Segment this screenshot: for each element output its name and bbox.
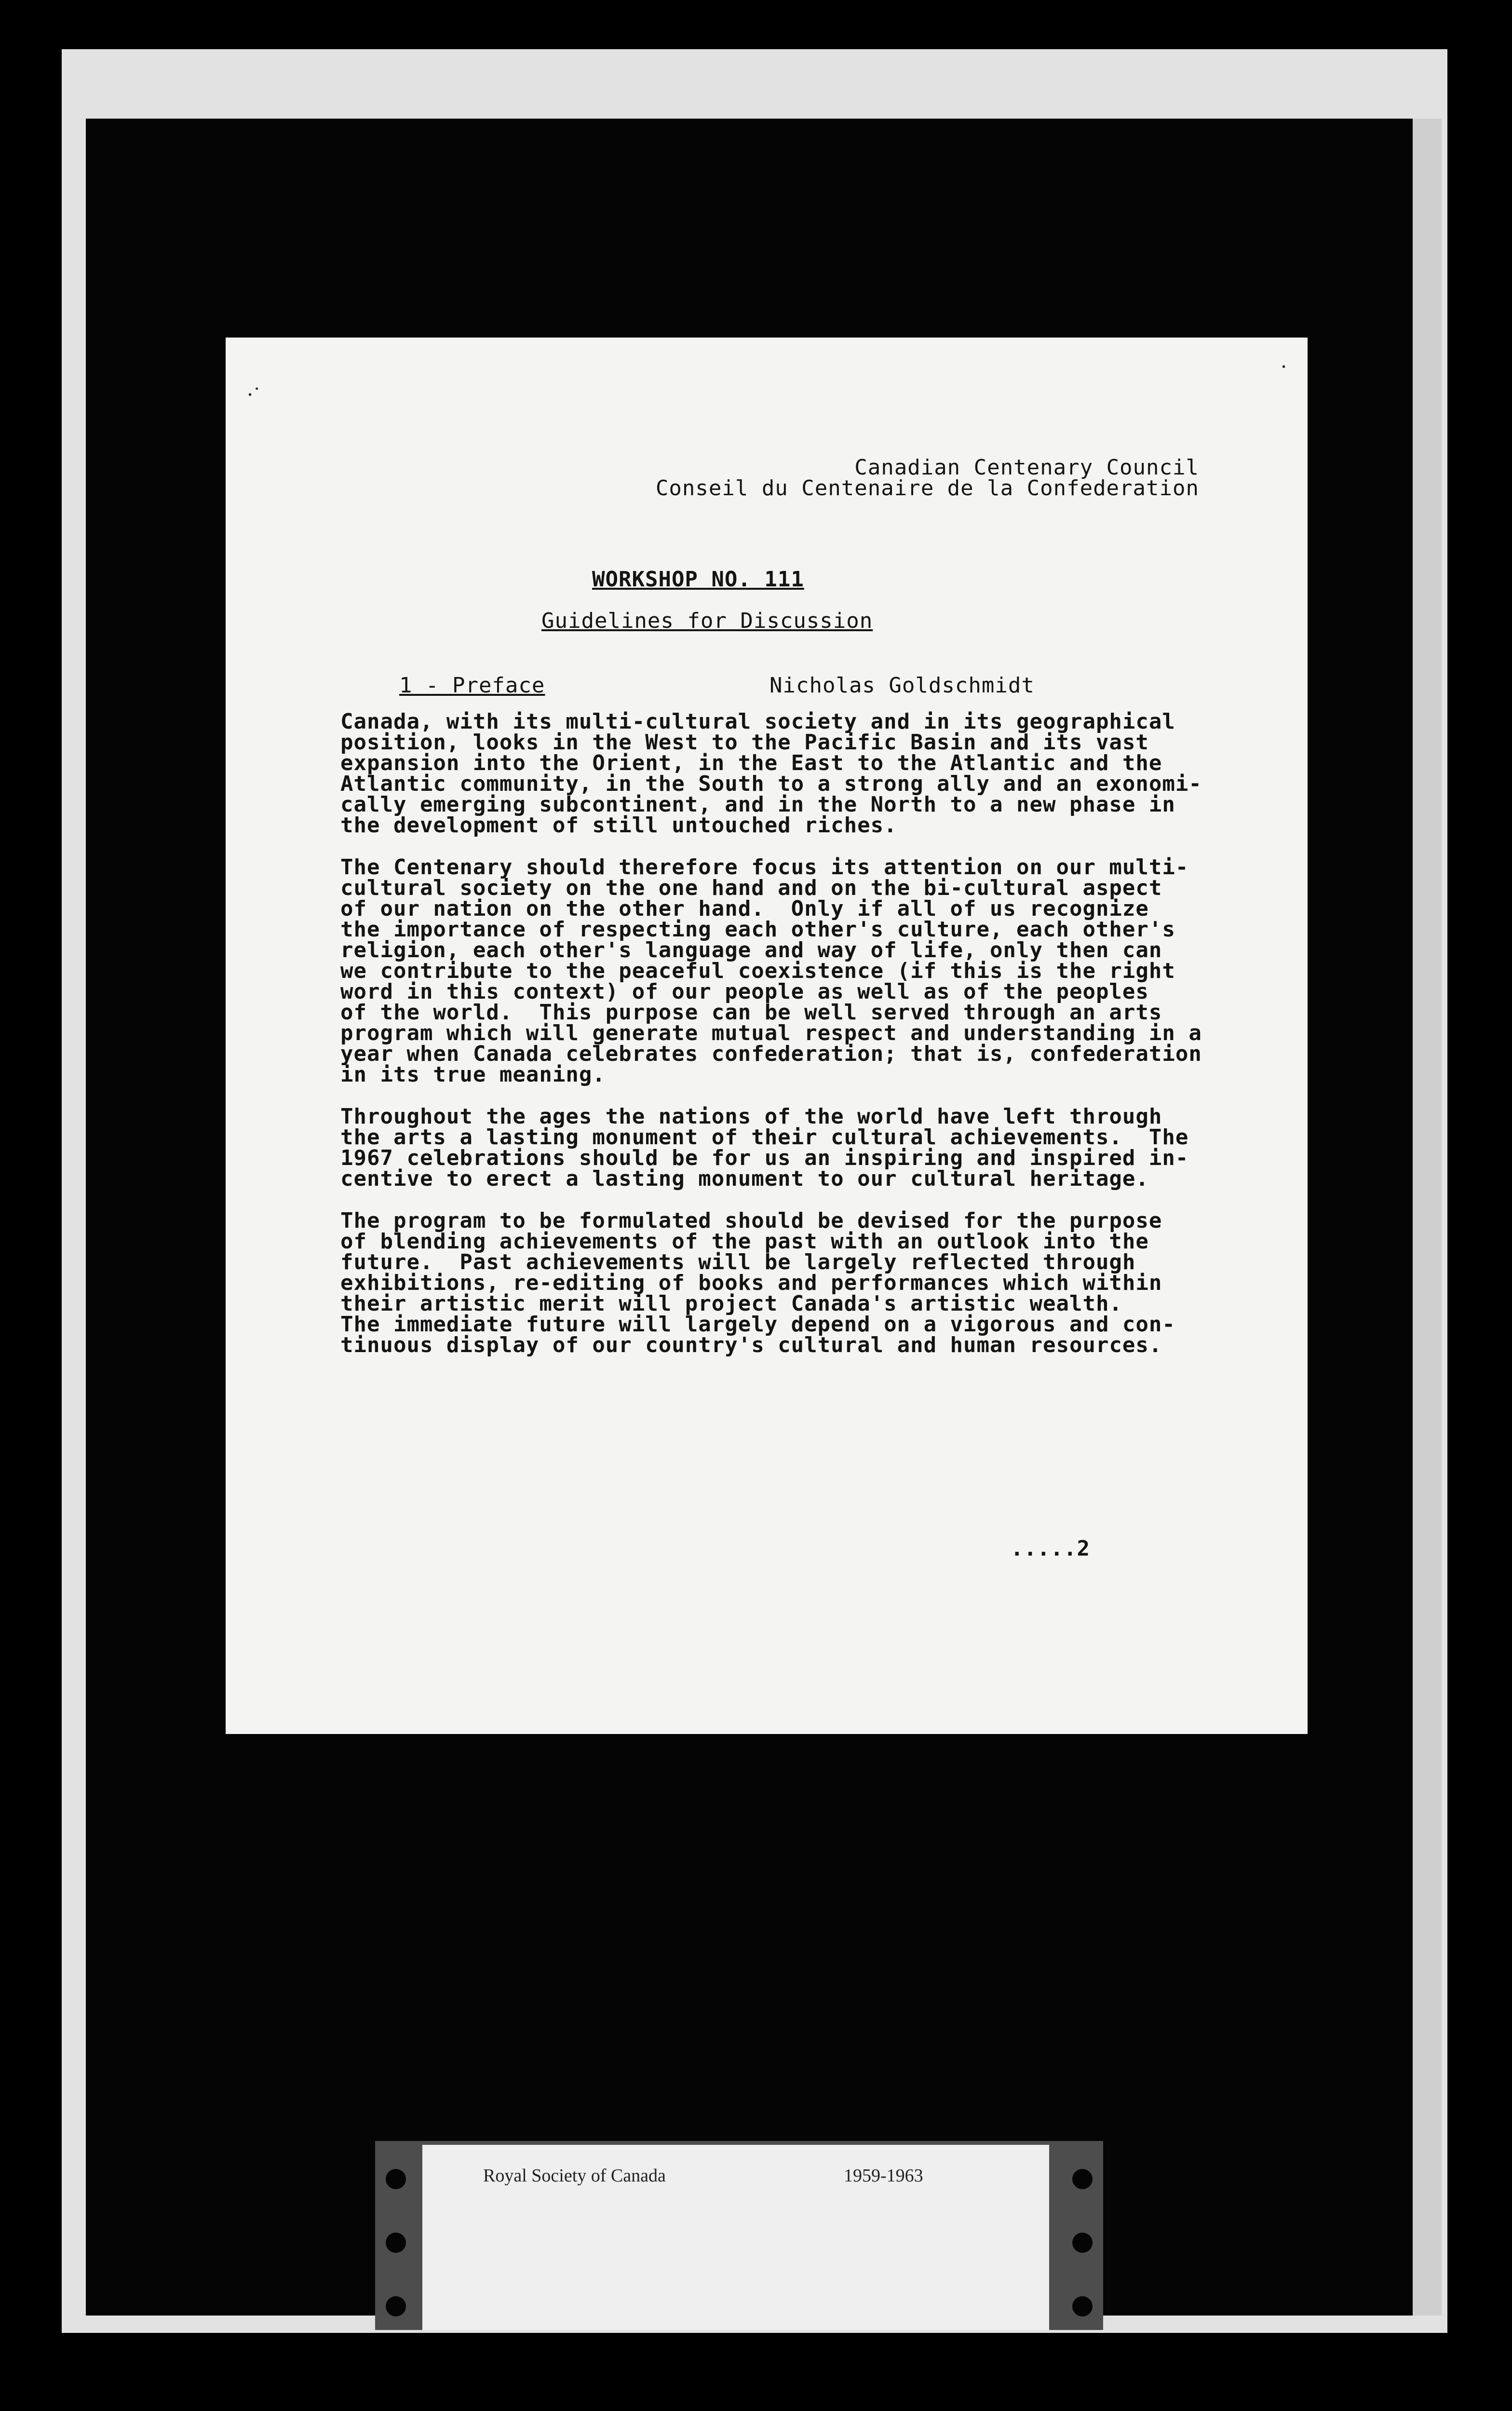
punch-hole bbox=[1072, 2233, 1093, 2253]
text-line: of the world. This purpose can be well served through an arts bbox=[340, 1000, 1162, 1025]
letterhead-line-english: Canadian Centenary Council bbox=[854, 455, 1199, 480]
film-edge-strip bbox=[1413, 119, 1442, 2316]
body-text bbox=[340, 711, 1256, 1377]
text-line: centive to erect a lasting monument to our cultural heritage. bbox=[340, 1166, 1149, 1191]
text-line: we contribute to the peaceful coexistence (if this is the right bbox=[340, 959, 1175, 983]
punch-hole bbox=[1072, 2296, 1093, 2316]
punch-hole bbox=[1072, 2169, 1093, 2189]
text-line: in its true meaning. bbox=[340, 1062, 606, 1087]
paragraph-3 bbox=[340, 1106, 1256, 1189]
text-line: future. Past achievements will be largely reflected through bbox=[340, 1250, 1136, 1274]
text-line: 1967 celebrations should be for us an inspiring and inspired in- bbox=[340, 1146, 1189, 1170]
document-page bbox=[226, 338, 1308, 1734]
text-line: exhibitions, re-editing of books and performances which within bbox=[340, 1271, 1162, 1295]
ink-speck: ⸱ bbox=[1282, 357, 1287, 377]
paragraph-2 bbox=[340, 857, 1256, 1085]
text-line: Atlantic community, in the South to a strong ally and an exonomi- bbox=[340, 772, 1202, 796]
text-line: The immediate future will largely depend on a vigorous and con- bbox=[340, 1312, 1175, 1337]
text-line: the arts a lasting monument of their cultural achievements. The bbox=[340, 1125, 1189, 1150]
text-line: year when Canada celebrates confederation; that is, confederation bbox=[340, 1042, 1202, 1066]
punch-hole bbox=[386, 2169, 406, 2189]
author-name: Nicholas Goldschmidt bbox=[770, 673, 1035, 698]
text-line: position, looks in the West to the Pacific Basin and its vast bbox=[340, 730, 1149, 755]
ink-speck: ⸱˙ bbox=[248, 385, 262, 405]
text-line: program which will generate mutual respect and understanding in a bbox=[340, 1021, 1202, 1045]
collection-years: 1959-1963 bbox=[844, 2166, 923, 2186]
punch-hole bbox=[386, 2296, 406, 2316]
text-line: the importance of respecting each other's culture, each other's bbox=[340, 917, 1175, 942]
paragraph-1 bbox=[340, 711, 1256, 836]
page-continuation: .....2 bbox=[1011, 1536, 1090, 1561]
archive-label bbox=[422, 2145, 1049, 2330]
text-line: their artistic merit will project Canada's artistic wealth. bbox=[340, 1291, 1122, 1316]
punch-hole bbox=[386, 2233, 406, 2253]
paragraph-4 bbox=[340, 1210, 1256, 1355]
text-line: the development of still untouched riches. bbox=[340, 813, 897, 838]
collection-name: Royal Society of Canada bbox=[483, 2166, 666, 2186]
document-title: WORKSHOP NO. 111 bbox=[592, 567, 804, 592]
text-line: The Centenary should therefore focus its attention on our multi- bbox=[340, 855, 1189, 880]
text-line: Throughout the ages the nations of the world have left through bbox=[340, 1104, 1162, 1129]
text-line: of our nation on the other hand. Only if all of us recognize bbox=[340, 896, 1149, 921]
letterhead-line-french: Conseil du Centenaire de la Confederation bbox=[655, 476, 1199, 501]
text-line: cultural society on the one hand and on the bi-cultural aspect bbox=[340, 876, 1162, 900]
text-line: expansion into the Orient, in the East to the Atlantic and the bbox=[340, 751, 1162, 775]
text-line: tinuous display of our country's cultural and human resources. bbox=[340, 1333, 1162, 1357]
section-heading: 1 - Preface bbox=[399, 673, 545, 698]
text-line: of blending achievements of the past with an outlook into the bbox=[340, 1229, 1149, 1254]
archive-label-card bbox=[375, 2141, 1103, 2330]
text-line: cally emerging subcontinent, and in the North to a new phase in bbox=[340, 792, 1175, 817]
document-subtitle: Guidelines for Discussion bbox=[541, 609, 873, 633]
text-line: religion, each other's language and way of life, only then can bbox=[340, 938, 1162, 962]
text-line: The program to be formulated should be devised for the purpose bbox=[340, 1208, 1162, 1233]
letterhead bbox=[656, 457, 1199, 499]
text-line: word in this context) of our people as well as of the peoples bbox=[340, 979, 1149, 1004]
text-line: Canada, with its multi-cultural society and in its geographical bbox=[340, 709, 1175, 734]
